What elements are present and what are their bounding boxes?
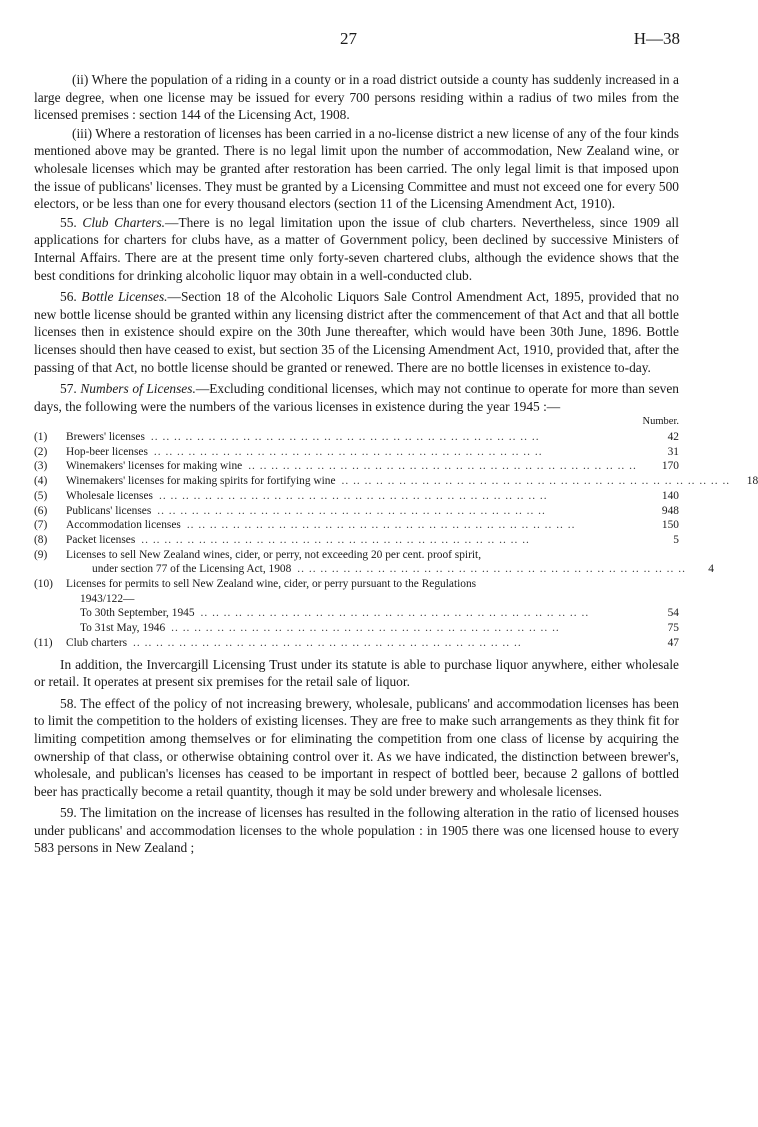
section-number: 57. — [60, 381, 77, 397]
table-row — [34, 636, 679, 651]
leader-dots: .. .. .. .. .. .. .. .. .. .. .. .. .. .. .. .. .. .. .. .. .. .. .. .. .. .. .. .. .. .. .. .. .. .. — [157, 504, 546, 517]
section-55 — [34, 214, 679, 284]
row-number: (5) — [34, 489, 48, 502]
row-value: 47 — [667, 636, 679, 649]
table-subrow — [34, 606, 679, 621]
table-row — [34, 518, 679, 533]
document-body — [34, 71, 758, 861]
leader-dots: .. .. .. .. .. .. .. .. .. .. .. .. .. .. .. .. .. .. .. .. .. .. .. .. .. .. .. .. .. .. .. .. .. .. — [133, 636, 522, 649]
row-label: Publicans' licenses — [66, 504, 152, 517]
row-number: (7) — [34, 519, 48, 532]
row-label: Club charters — [66, 636, 128, 649]
paragraph-invercargill-trust: In addition, the Invercargill Licensing Trust under its statute is able to purchase liquor anywhere, either wholesale or retail. It operates at present six premises for the retail sale of liquor. — [34, 656, 679, 690]
section-56 — [34, 288, 679, 376]
table-row — [34, 445, 679, 460]
clause-iii: (iii) Where a restoration of licenses has been carried in a no-license district a new license of any of the four kinds mentioned above may be granted. There is no legal limit upon the number of accommodation, New Zealand wine, or wholesale licenses which may be granted after restoration has been carried. The only legal limit is that imposed upon the issue of publicans' licenses. They must be granted by a Licensing Committee and must not exceed one for every 500 electors, or be less than one for every thousand electors (section 11 of the Licensing Amendment Act, 1910). — [34, 125, 679, 212]
row-label: Brewers' licenses — [66, 430, 145, 443]
table-row-continuation — [34, 592, 679, 607]
leader-dots: .. .. .. .. .. .. .. .. .. .. .. .. .. .. .. .. .. .. .. .. .. .. .. .. .. .. .. .. .. .. .. .. .. .. — [150, 430, 540, 443]
row-number: (2) — [34, 445, 48, 458]
section-title: Bottle Licenses. — [81, 289, 168, 305]
table-column-header: Number. — [642, 416, 679, 428]
row-value: 75 — [667, 622, 679, 635]
section-number: 56. — [60, 289, 77, 305]
section-59: 59. The limitation on the increase of licenses has resulted in the following alteration in the ratio of licensed houses under publicans' and accommodation licenses to the whole population : in 1905 there was one licensed house to every 583 persons in New Zealand ; — [34, 805, 679, 856]
section-57 — [34, 380, 679, 415]
section-58: 58. The effect of the policy of not increasing brewery, wholesale, publicans' and accommodation licenses has been to limit the competition to the holders of existing licenses. They are free to make such arrangements as they think fit for limiting competition among themselves or for eliminating the competition from one class of license by acquiring the ownership of that class, or otherwise obtaining control over it. As we have indicated, the distinction between brewer's, wholesale, and publican's licenses has ceased to be important in respect of bottled beer, because 2 gallons of bottled beer has practically become a retail quantity, though it may be sold under brewery and wholesale licenses. — [34, 695, 679, 799]
subrow-label: To 30th September, 1945 — [80, 607, 195, 620]
table-row — [34, 533, 679, 548]
section-number: 55. — [60, 214, 77, 230]
row-value: 18 — [746, 475, 758, 488]
row-label: Licenses for permits to sell New Zealand wine, cider, or perry pursuant to the Regulations — [66, 578, 477, 591]
row-value: 31 — [667, 445, 679, 458]
row-number: (1) — [34, 430, 48, 443]
subrow-label: To 31st May, 1946 — [80, 622, 166, 635]
row-number: (10) — [34, 578, 53, 591]
row-number: (3) — [34, 460, 48, 473]
row-label: Packet licenses — [66, 533, 136, 546]
leader-dots: .. .. .. .. .. .. .. .. .. .. .. .. .. .. .. .. .. .. .. .. .. .. .. .. .. .. .. .. .. .. .. .. .. .. — [141, 533, 530, 546]
table-subrow — [34, 621, 679, 636]
row-label: Licenses to sell New Zealand wines, cider, or perry, not exceeding 20 per cent. proof spirit, — [66, 548, 482, 561]
table-row-continuation — [34, 562, 714, 577]
row-value: 4 — [708, 563, 714, 576]
leader-dots: .. .. .. .. .. .. .. .. .. .. .. .. .. .. .. .. .. .. .. .. .. .. .. .. .. .. .. .. .. .. .. .. .. .. — [341, 475, 731, 488]
table-row — [34, 489, 679, 504]
section-title: Club Charters. — [82, 214, 166, 230]
table-row — [34, 430, 679, 445]
leader-dots: .. .. .. .. .. .. .. .. .. .. .. .. .. .. .. .. .. .. .. .. .. .. .. .. .. .. .. .. .. .. .. .. .. .. — [186, 519, 576, 532]
row-value: 948 — [661, 504, 679, 517]
row-number: (6) — [34, 504, 48, 517]
leader-dots: .. .. .. .. .. .. .. .. .. .. .. .. .. .. .. .. .. .. .. .. .. .. .. .. .. .. .. .. .. .. .. .. .. .. — [153, 445, 543, 458]
table-row — [34, 459, 679, 474]
row-label: Hop-beer licenses — [66, 445, 148, 458]
row-value: 140 — [661, 489, 679, 502]
row-label: Wholesale licenses — [66, 489, 153, 502]
leader-dots: .. .. .. .. .. .. .. .. .. .. .. .. .. .. .. .. .. .. .. .. .. .. .. .. .. .. .. .. .. .. .. .. .. .. — [200, 607, 590, 620]
row-label: Accommodation licenses — [66, 519, 181, 532]
row-number: (8) — [34, 533, 48, 546]
row-value: 170 — [661, 460, 679, 473]
row-number: (4) — [34, 475, 48, 488]
section-title: Numbers of Licenses. — [80, 381, 196, 397]
licenses-table — [34, 415, 758, 650]
row-number: (11) — [34, 636, 53, 649]
row-label: Winemakers' licenses for making spirits for fortifying wine — [66, 475, 336, 488]
table-row — [34, 548, 679, 563]
section-text: —Excluding conditional licenses, which may not continue to operate for more than seven days, the following were the numbers of the various licenses in existence during the year 1945 :— — [34, 381, 679, 414]
leader-dots: .. .. .. .. .. .. .. .. .. .. .. .. .. .. .. .. .. .. .. .. .. .. .. .. .. .. .. .. .. .. .. .. .. .. — [248, 460, 637, 473]
table-row — [34, 577, 679, 592]
row-value: 54 — [667, 607, 679, 620]
leader-dots: .. .. .. .. .. .. .. .. .. .. .. .. .. .. .. .. .. .. .. .. .. .. .. .. .. .. .. .. .. .. .. .. .. .. — [171, 622, 560, 635]
row-value: 5 — [673, 533, 679, 546]
row-label: 1943/122— — [80, 592, 135, 605]
page-header — [0, 30, 700, 52]
section-text: —There is no legal limitation upon the issue of club charters. Nevertheless, since 1909 all applications for charters for clubs have, as a matter of Government policy, been declined by successive Ministers of Internal Affairs. There are at the present time only forty-seven chartered clubs, although the evidence shows that the best conditions for drinking alcoholic liquor may obtain in a well-conducted club. — [34, 214, 679, 283]
table-row — [34, 504, 679, 519]
row-value: 42 — [667, 430, 679, 443]
leader-dots: .. .. .. .. .. .. .. .. .. .. .. .. .. .. .. .. .. .. .. .. .. .. .. .. .. .. .. .. .. .. .. .. .. .. — [158, 489, 548, 502]
document-reference: H—38 — [633, 29, 680, 48]
page-number: 27 — [340, 29, 357, 48]
row-label: Winemakers' licenses for making wine — [66, 460, 243, 473]
row-number: (9) — [34, 548, 48, 561]
clause-ii: (ii) Where the population of a riding in a county or in a road district outside a county has suddenly increased in a large degree, when one license may be issued for every 700 persons residing within a radius of two miles from the licensed premises : section 144 of the Licensing Act, 1908. — [34, 72, 679, 123]
table-row — [34, 474, 758, 489]
section-text: —Section 18 of the Alcoholic Liquors Sale Control Amendment Act, 1895, provided that no new bottle license should be granted within any licensing district after the commencement of that Act and that all bottle licenses then in existence should expire on the 30th June thereafter, which would have been 30th June, 1896. Bottle licenses should then have ceased to exist, but section 35 of the Licensing Amendment Act, 1910, provided that, after the passing of that Act, no bottle license should be granted or renewed. There are no bottle licenses in existence to-day. — [34, 289, 679, 375]
row-label: under section 77 of the Licensing Act, 1908 — [92, 563, 292, 576]
leader-dots: .. .. .. .. .. .. .. .. .. .. .. .. .. .. .. .. .. .. .. .. .. .. .. .. .. .. .. .. .. .. .. .. .. .. — [297, 563, 686, 576]
row-value: 150 — [661, 519, 679, 532]
